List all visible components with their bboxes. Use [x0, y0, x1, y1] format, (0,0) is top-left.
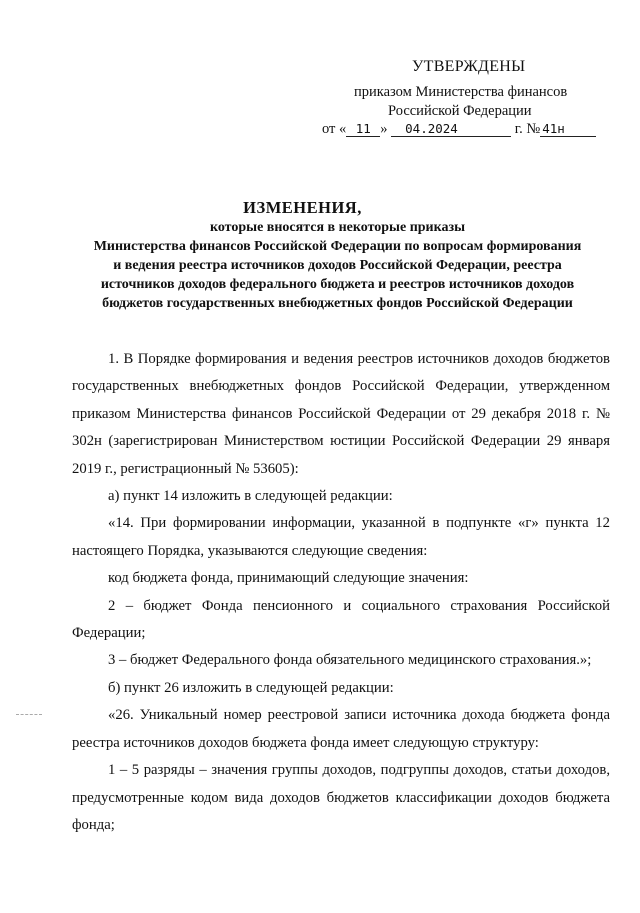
- paragraph-6: 3 – бюджет Федерального фонда обязательного медицинского страхования.»;: [108, 652, 592, 669]
- date-mid: »: [380, 121, 388, 137]
- date-month-year-field: 04.2024: [391, 122, 511, 137]
- scan-artifact-line: [16, 714, 42, 716]
- paragraph-5: 2 – бюджет Фонда пенсионного и социального страхования Российской Федерации;: [72, 597, 610, 642]
- approval-date-line: [322, 121, 596, 138]
- paragraph-7: б) пункт 26 изложить в следующей редакции:: [108, 679, 394, 696]
- paragraph-4: код бюджета фонда, принимающий следующие значения:: [108, 570, 469, 587]
- approval-title: УТВЕРЖДЕНЫ: [412, 58, 526, 75]
- date-day-field: 11: [346, 122, 380, 137]
- paragraph-2: а) пункт 14 изложить в следующей редакции:: [108, 488, 393, 505]
- approval-order-line: приказом Министерства финансов: [354, 84, 568, 100]
- heading-line-4: источников доходов федерального бюджета и реестров источников доходов: [100, 277, 575, 292]
- paragraph-1: 1. В Порядке формирования и ведения реестров источников доходов бюджетов государственных внебюджетных фондов Российской Федерации, утвержденном приказом Министерства финансов Российской Федерации от 29 декабря 2018 г. № 302н (зарегистрирован Министерством юстиции Российской Федерации 29 января 2019 г., регистрационный № 53605):: [72, 351, 610, 477]
- date-suffix: г. №: [514, 121, 541, 137]
- paragraph-3: «14. При формировании информации, указанной в подпункте «г» пункта 12 настоящего Порядка, указываются следующие сведения:: [72, 515, 610, 559]
- paragraph-8: «26. Уникальный номер реестровой записи источника дохода бюджета фонда реестра источников доходов бюджета фонда имеет следующую структуру:: [72, 707, 610, 751]
- order-number-field: 41н: [540, 122, 596, 137]
- heading-line-3: и ведения реестра источников доходов Российской Федерации, реестра: [113, 258, 562, 273]
- heading-line-2: Министерства финансов Российской Федерации по вопросам формирования: [93, 239, 582, 254]
- heading-line-5: бюджетов государственных внебюджетных фондов Российской Федерации: [102, 296, 573, 311]
- heading-line-1: которые вносятся в некоторые приказы: [209, 220, 466, 235]
- document-body: [72, 346, 610, 839]
- heading-title: ИЗМЕНЕНИЯ,: [243, 198, 362, 217]
- approval-org-line: Российской Федерации: [388, 103, 532, 119]
- date-prefix: от «: [322, 121, 347, 137]
- document-heading: [40, 198, 635, 313]
- paragraph-9: 1 – 5 разряды – значения группы доходов, подгруппы доходов, статьи доходов, предусмотренные кодом вида доходов бюджетов классификации доходов бюджета фонда;: [72, 762, 610, 833]
